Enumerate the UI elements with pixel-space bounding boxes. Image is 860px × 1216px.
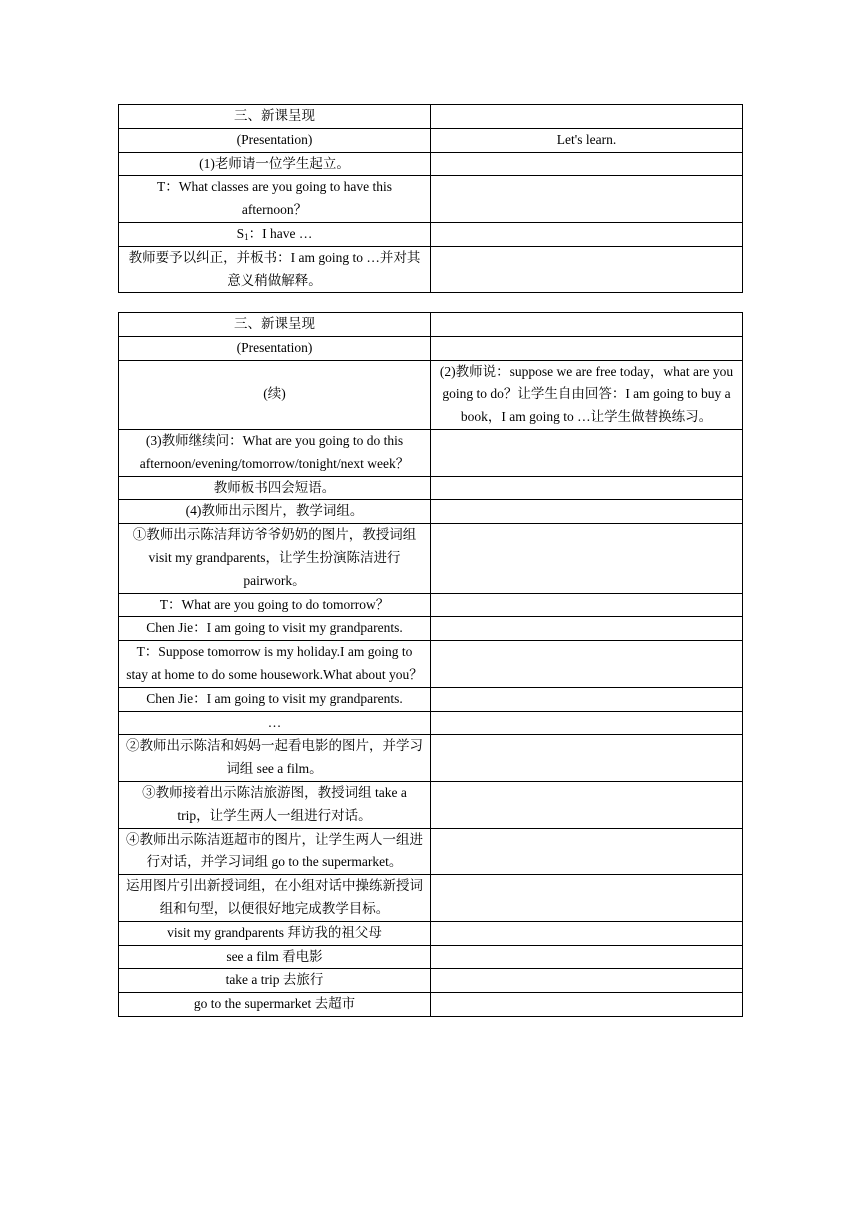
- table-cell: ③教师接着出示陈洁旅游图，教授词组 take a trip，让学生两人一组进行对话。: [119, 781, 431, 828]
- table-row: [119, 360, 743, 429]
- table-cell: Chen Jie：I am going to visit my grandparents.: [119, 687, 431, 711]
- table-cell: (3)教师继续问：What are you going to do this afternoon/evening/tomorrow/tonight/next week？: [119, 429, 431, 476]
- table-row: [119, 617, 743, 641]
- phrase-cell: see a film 看电影: [119, 945, 431, 969]
- table-row: [119, 641, 743, 688]
- table-cell: [431, 993, 743, 1017]
- table-row: [119, 246, 743, 293]
- table-cell: [431, 176, 743, 223]
- speaker-label: S: [236, 225, 245, 241]
- table-cell: 运用图片引出新授词组，在小组对话中操练新授词组和句型，以便很好地完成教学目标。: [119, 875, 431, 922]
- table-row: [119, 476, 743, 500]
- table-cell: [431, 921, 743, 945]
- section-subtitle: (Presentation): [119, 336, 431, 360]
- section-title: 三、新课呈现: [119, 313, 431, 337]
- table-cell: T：What classes are you going to have this afternoon？: [119, 176, 431, 223]
- section-subtitle: (Presentation): [119, 128, 431, 152]
- table-cell: [431, 781, 743, 828]
- table-cell: [431, 336, 743, 360]
- table-cell: 教师要予以纠正，并板书：I am going to …并对其意义稍做解释。: [119, 246, 431, 293]
- section-title: 三、新课呈现: [119, 105, 431, 129]
- table-cell: (1)老师请一位学生起立。: [119, 152, 431, 176]
- table-cell: [431, 222, 743, 246]
- table-cell: [431, 711, 743, 735]
- table-cell: T：What are you going to do tomorrow？: [119, 593, 431, 617]
- table-cell: [431, 105, 743, 129]
- table-row: [119, 152, 743, 176]
- table-row: [119, 593, 743, 617]
- table-cell: [431, 246, 743, 293]
- phrase-cell: visit my grandparents 拜访我的祖父母: [119, 921, 431, 945]
- table-cell: [431, 476, 743, 500]
- lesson-table-part2: [118, 312, 743, 1017]
- continued-label: (续): [119, 360, 431, 429]
- table-row: [119, 781, 743, 828]
- table-row: [119, 735, 743, 782]
- table-cell: [431, 945, 743, 969]
- table-cell: [431, 687, 743, 711]
- table-row: [119, 429, 743, 476]
- table-row: [119, 993, 743, 1017]
- table-cell: T：Suppose tomorrow is my holiday.I am going to stay at home to do some housework.What about you？: [119, 641, 431, 688]
- table-row: [119, 828, 743, 875]
- table-row: [119, 128, 743, 152]
- ellipsis-cell: …: [119, 711, 431, 735]
- table-cell: [431, 969, 743, 993]
- speaker-subscript: 1: [244, 231, 249, 242]
- table-cell: ①教师出示陈洁拜访爷爷奶奶的图片，教授词组 visit my grandparents，让学生扮演陈洁进行 pairwork。: [119, 524, 431, 593]
- table-cell: [431, 593, 743, 617]
- table-row: [119, 524, 743, 593]
- table-cell: Chen Jie：I am going to visit my grandparents.: [119, 617, 431, 641]
- table-cell: [431, 152, 743, 176]
- table-row: [119, 336, 743, 360]
- table-cell: 教师板书四会短语。: [119, 476, 431, 500]
- table-row: [119, 313, 743, 337]
- table-row: [119, 711, 743, 735]
- table-cell: (2)教师说：suppose we are free today，what are you going to do？让学生自由回答：I am going to buy a book，I am going to …让学生做替换练习。: [431, 360, 743, 429]
- table-row: [119, 875, 743, 922]
- table-cell: ②教师出示陈洁和妈妈一起看电影的图片，并学习词组 see a film。: [119, 735, 431, 782]
- phrase-cell: go to the supermarket 去超市: [119, 993, 431, 1017]
- table-cell: (4)教师出示图片，教学词组。: [119, 500, 431, 524]
- table-row: [119, 921, 743, 945]
- table-row: [119, 500, 743, 524]
- phrase-cell: take a trip 去旅行: [119, 969, 431, 993]
- table-row: [119, 945, 743, 969]
- table-cell: [431, 828, 743, 875]
- table-cell: [431, 617, 743, 641]
- table-cell: [119, 222, 431, 246]
- table-cell: [431, 500, 743, 524]
- lesson-table-part1: [118, 104, 743, 293]
- table-row: [119, 969, 743, 993]
- table-cell: [431, 875, 743, 922]
- table-cell: [431, 429, 743, 476]
- table-row: [119, 105, 743, 129]
- table-cell: [431, 313, 743, 337]
- table-row: [119, 687, 743, 711]
- table-cell: [431, 641, 743, 688]
- table-cell: ④教师出示陈洁逛超市的图片，让学生两人一组进行对话，并学习词组 go to the supermarket。: [119, 828, 431, 875]
- table-cell: Let's learn.: [431, 128, 743, 152]
- table-cell: [431, 524, 743, 593]
- table-row: [119, 176, 743, 223]
- speaker-line: ：I have …: [248, 225, 313, 241]
- table-cell: [431, 735, 743, 782]
- table-row: [119, 222, 743, 246]
